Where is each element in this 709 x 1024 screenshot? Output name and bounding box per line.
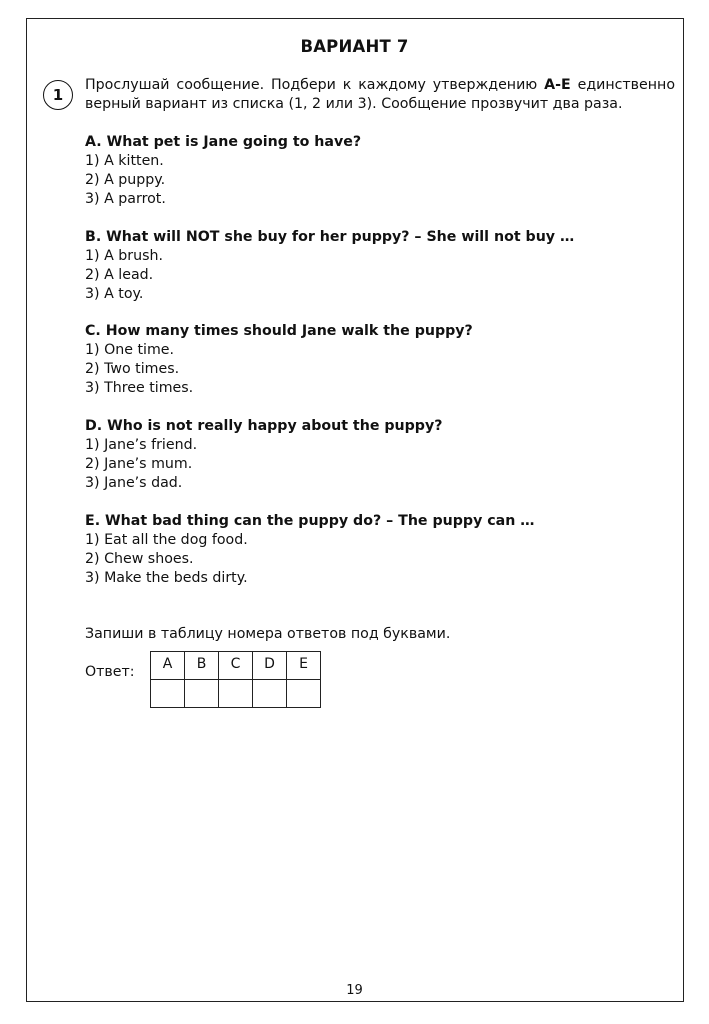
answer-cell-a[interactable] (151, 680, 185, 708)
question-block-a (85, 133, 675, 209)
answer-header-b: B (185, 652, 219, 680)
answer-cell-e[interactable] (287, 680, 321, 708)
variant-title: ВАРИАНТ 7 (300, 37, 409, 56)
answer-label: Ответ: (85, 664, 135, 680)
option-a-3: 3) A parrot. (85, 191, 166, 207)
option-e-3: 3) Make the beds dirty. (85, 570, 248, 586)
question-a: A. What pet is Jane going to have? (85, 134, 362, 150)
answer-header-c: C (219, 652, 253, 680)
task-number-badge: 1 (43, 80, 73, 110)
answer-header-a: A (151, 652, 185, 680)
option-a-2: 2) A puppy. (85, 172, 166, 188)
instruction-text-end: единственно верный вариант из списка (1, 2 или 3). Сообщение прозвучит два раза. (85, 77, 676, 112)
question-c: C. How many times should Jane walk the puppy? (85, 323, 473, 339)
option-b-3: 3) A toy. (85, 286, 144, 302)
answer-header-e: E (287, 652, 321, 680)
instruction-letters: А-Е (544, 77, 571, 93)
question-d: D. Who is not really happy about the puppy? (85, 418, 443, 434)
option-e-2: 2) Chew shoes. (85, 551, 194, 567)
question-b: B. What will NOT she buy for her puppy? – She will not buy … (85, 229, 575, 245)
option-e-1: 1) Eat all the dog food. (85, 532, 248, 548)
answer-table (150, 651, 321, 708)
option-d-3: 3) Jane’s dad. (85, 475, 183, 491)
question-e: E. What bad thing can the puppy do? – The puppy can … (85, 513, 535, 529)
question-block-e (85, 512, 675, 588)
question-block-d (85, 417, 675, 493)
answer-instruction: Запиши в таблицу номера ответов под буквами. (85, 626, 451, 642)
answer-header-d: D (253, 652, 287, 680)
option-b-1: 1) A brush. (85, 248, 164, 264)
option-c-2: 2) Two times. (85, 361, 180, 377)
question-block-c (85, 322, 675, 398)
answer-cell-b[interactable] (185, 680, 219, 708)
option-d-2: 2) Jane’s mum. (85, 456, 193, 472)
answer-input-row (151, 680, 321, 708)
question-block-b (85, 228, 675, 304)
instruction-text-start: Прослушай сообщение. Подбери к каждому утверждению (85, 77, 545, 93)
answer-header-row (151, 652, 321, 680)
task-instruction (85, 76, 675, 114)
page-number: 19 (346, 983, 363, 998)
answer-cell-d[interactable] (253, 680, 287, 708)
answer-cell-c[interactable] (219, 680, 253, 708)
option-d-1: 1) Jane’s friend. (85, 437, 198, 453)
option-b-2: 2) A lead. (85, 267, 154, 283)
option-c-3: 3) Three times. (85, 380, 194, 396)
option-a-1: 1) A kitten. (85, 153, 164, 169)
option-c-1: 1) One time. (85, 342, 175, 358)
